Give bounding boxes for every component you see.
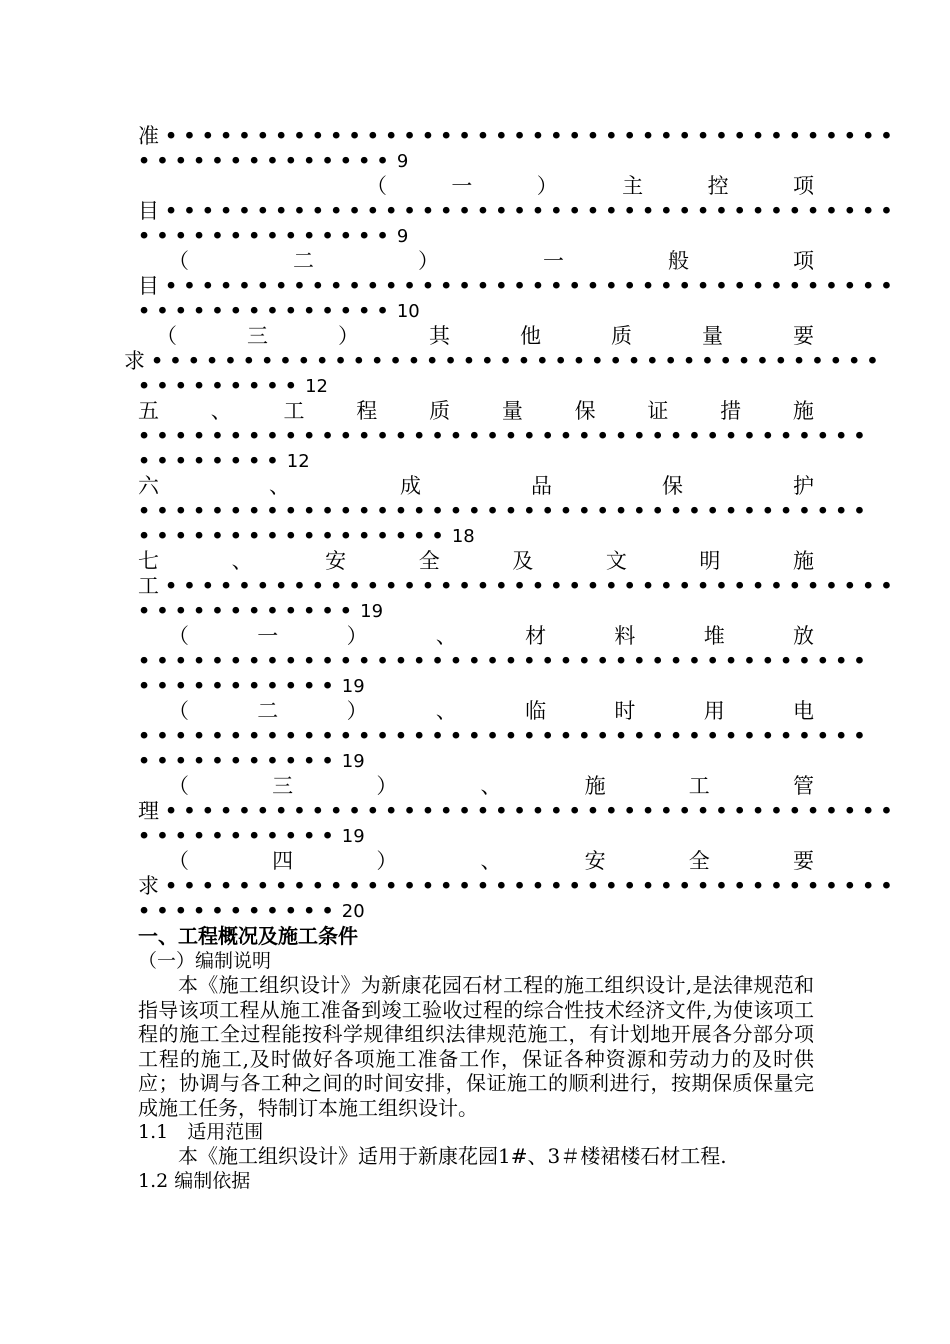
toc-title-char: 护: [793, 474, 814, 498]
toc-title-char: 求: [138, 874, 159, 898]
toc-title-char: 明: [699, 549, 721, 573]
toc-entry-title: [138, 324, 814, 349]
toc-title-char: 安: [325, 549, 347, 573]
toc-title-char: 施: [792, 549, 814, 573]
toc-title-char: 、: [480, 849, 502, 873]
toc-entry-title: [138, 249, 814, 274]
toc-title-char: （: [156, 324, 177, 348]
toc-title-char: ）: [376, 849, 398, 873]
toc-title-char: 工: [688, 774, 710, 798]
toc-entry-title: [138, 624, 814, 649]
toc-title-char: 品: [531, 474, 552, 498]
toc-entry[interactable]: [138, 474, 872, 549]
toc-title-char: 施: [792, 399, 814, 423]
toc-page-number: 19: [341, 826, 365, 847]
toc-title-char: 、: [435, 624, 457, 648]
toc-entry-title: [138, 124, 899, 149]
toc-title-char: ）: [418, 249, 439, 273]
toc-page-number: 20: [341, 901, 365, 922]
toc-title-char: 控: [707, 174, 729, 198]
toc-title-char: 保: [574, 399, 596, 423]
toc-entry-page-line: [138, 749, 814, 774]
toc-title-char: 、: [480, 774, 502, 798]
toc-dot-leader: ••••••••••••••••••••••••••••••••••••••••: [138, 725, 872, 747]
section-heading-1: 一、工程概况及施工条件: [138, 924, 358, 948]
toc-title-char: 主: [622, 174, 644, 198]
subsection-heading: （一）编制说明: [138, 950, 272, 972]
toc-title-char: （: [168, 774, 189, 798]
toc-dot-leader: ••••••••••••••: [138, 225, 395, 247]
toc-title-char: 其: [429, 324, 450, 348]
toc-entry[interactable]: [138, 624, 872, 699]
toc-dot-leader: ••••••••••••••••••••••••••••••••••••••••: [165, 200, 899, 222]
toc-title-char: 料: [614, 624, 636, 648]
toc-title-char: 二: [257, 699, 279, 723]
toc-entry-page-line: [138, 449, 814, 474]
toc-entry-continuation: [138, 799, 899, 824]
toc-title-char: 五: [138, 399, 159, 423]
toc-title-char: （: [366, 174, 387, 198]
toc-title-char: ）: [536, 174, 558, 198]
toc-title-char: 文: [605, 549, 627, 573]
toc-entry-continuation: [138, 274, 899, 299]
toc-title-char: 二: [293, 249, 314, 273]
toc-title-char: 全: [688, 849, 710, 873]
toc-title-char: 堆: [703, 624, 725, 648]
toc-dot-leader: ••••••••: [138, 450, 285, 472]
toc-entry-continuation: [138, 874, 899, 899]
toc-title-char: 用: [703, 699, 725, 723]
paragraph-preparation-note: 本《施工组织设计》为新康花园石材工程的施工组织设计,是法律规范和指导该项工程从施工准备到竣工验收过程的综合性技术经济文件,为使该项工程的施工全过程能按科学规律组织法律规范施工，有计划地开展各分部分项工程的施工,及时做好各项施工准备工作，保证各种资源和劳动力的及时供应；协调与各工种之间的时间安排，保证施工的顺利进行，按期保质保量完成施工任务，特制订本施工组织设计。: [138, 973, 814, 1120]
toc-entry[interactable]: [138, 124, 899, 174]
toc-dot-leader: ••••••••••••••••••••••••••••••••••••••••: [165, 875, 899, 897]
toc-entry-leader-line: [138, 724, 872, 749]
toc-title-char: 要: [793, 324, 814, 348]
toc-dot-leader: •••••••••: [138, 375, 304, 397]
toc-title-char: 、: [210, 399, 232, 423]
toc-dot-leader: •••••••••••: [138, 825, 340, 847]
toc-entry-title: [138, 399, 814, 424]
toc-entry[interactable]: [138, 774, 899, 849]
toc-entry-leader-line: [138, 649, 872, 674]
toc-title-char: 项: [792, 174, 814, 198]
toc-title-char: 安: [584, 849, 606, 873]
toc-entry[interactable]: [138, 399, 872, 474]
toc-entry-page-line: [138, 524, 814, 549]
section-1-2-heading: 1.2 编制依据: [138, 1169, 251, 1192]
toc-entry-page-line: [138, 149, 814, 174]
toc-title-char: ）: [346, 699, 368, 723]
toc-dot-leader: ••••••••••••: [138, 600, 359, 622]
toc-title-char: 工: [283, 399, 305, 423]
toc-title-char: ）: [346, 624, 368, 648]
toc-entry[interactable]: [138, 174, 899, 249]
toc-title-char: 理: [138, 799, 159, 823]
toc-entry-page-line: [138, 224, 814, 249]
toc-title-char: 及: [512, 549, 534, 573]
toc-page-number: 12: [286, 451, 310, 472]
toc-title-char: 电: [792, 699, 814, 723]
toc-title-char: 七: [138, 549, 159, 573]
toc-title-char: 目: [138, 274, 159, 298]
toc-entry-leader-line: [138, 424, 872, 449]
toc-title-char: 三: [272, 774, 294, 798]
toc-entry-continuation: [124, 349, 885, 374]
toc-entry-page-line: [138, 299, 814, 324]
toc-entry-page-line: [138, 899, 814, 924]
paragraph-scope: 本《施工组织设计》适用于新康花园1#、3＃楼裙楼石材工程.: [178, 1144, 727, 1168]
toc-entry[interactable]: [138, 849, 899, 924]
table-of-contents: [124, 124, 899, 924]
toc-page-number: 18: [451, 526, 475, 547]
toc-entry-page-line: [138, 674, 814, 699]
toc-title-char: 保: [662, 474, 683, 498]
toc-page-number: 10: [396, 301, 420, 322]
toc-title-char: 全: [418, 549, 440, 573]
section-1-1-heading: 1.1 适用范围: [138, 1121, 264, 1143]
toc-title-char: 求: [124, 349, 145, 373]
toc-title-char: 程: [356, 399, 378, 423]
toc-title-char: 般: [668, 249, 689, 273]
toc-title-char: 三: [247, 324, 268, 348]
toc-title-char: 项: [793, 249, 814, 273]
toc-title-char: 时: [614, 699, 636, 723]
toc-dot-leader: ••••••••••••••••••••••••••••••••••••••••: [165, 275, 899, 297]
toc-dot-leader: ••••••••••••••: [138, 150, 395, 172]
toc-page-number: 9: [396, 226, 409, 247]
toc-entry-continuation: [138, 199, 899, 224]
toc-dot-leader: •••••••••••: [138, 750, 340, 772]
toc-title-char: 施: [584, 774, 606, 798]
toc-title-char: 一: [543, 249, 564, 273]
toc-title-char: ）: [376, 774, 398, 798]
toc-entry-page-line: [138, 599, 814, 624]
toc-dot-leader: ••••••••••••••••••••••••••••••••••••••••: [165, 125, 899, 147]
toc-dot-leader: ••••••••••••••••••••••••••••••••••••••••: [165, 800, 899, 822]
toc-page-number: 19: [341, 751, 365, 772]
toc-title-char: 成: [400, 474, 421, 498]
toc-title-char: 他: [520, 324, 541, 348]
toc-entry-title: [138, 849, 814, 874]
toc-entry-leader-line: [138, 499, 872, 524]
toc-entry[interactable]: [138, 699, 872, 774]
toc-title-char: （: [168, 699, 189, 723]
toc-title-char: 准: [138, 124, 159, 148]
toc-title-char: 六: [138, 474, 159, 498]
toc-entry[interactable]: [124, 324, 885, 399]
toc-page-number: 9: [396, 151, 409, 172]
toc-dot-leader: •••••••••••: [138, 675, 340, 697]
toc-title-char: 临: [525, 699, 547, 723]
toc-title-char: 材: [525, 624, 547, 648]
toc-title-char: 四: [272, 849, 294, 873]
toc-title-char: 放: [792, 624, 814, 648]
toc-entry-title: [138, 549, 814, 574]
toc-title-char: 管: [792, 774, 814, 798]
toc-entry-title: [138, 474, 814, 499]
toc-title-char: 要: [792, 849, 814, 873]
toc-entry-page-line: [138, 374, 814, 399]
toc-entry-title: [138, 774, 814, 799]
toc-dot-leader: •••••••••••: [138, 900, 340, 922]
toc-entry-title: [138, 699, 814, 724]
toc-dot-leader: ••••••••••••••: [138, 300, 395, 322]
toc-entry-continuation: [138, 574, 899, 599]
toc-title-char: 、: [435, 699, 457, 723]
toc-dot-leader: ••••••••••••••••••••••••••••••••••••••••: [138, 425, 872, 447]
toc-entry-title: [138, 174, 814, 199]
toc-page-number: 19: [341, 676, 365, 697]
toc-title-char: 量: [702, 324, 723, 348]
toc-dot-leader: •••••••••••••••••: [138, 525, 450, 547]
document-page: [124, 124, 899, 1193]
toc-title-char: （: [168, 624, 189, 648]
toc-title-char: 、: [231, 549, 253, 573]
toc-entry[interactable]: [138, 549, 899, 624]
toc-title-char: 工: [138, 574, 159, 598]
toc-dot-leader: ••••••••••••••••••••••••••••••••••••••••: [138, 650, 872, 672]
toc-dot-leader: ••••••••••••••••••••••••••••••••••••••••: [165, 575, 899, 597]
toc-entry-page-line: [138, 824, 814, 849]
toc-title-char: 目: [138, 199, 159, 223]
toc-title-char: 量: [501, 399, 523, 423]
toc-title-char: ）: [338, 324, 359, 348]
toc-dot-leader: ••••••••••••••••••••••••••••••••••••••••: [151, 350, 885, 372]
toc-entry[interactable]: [138, 249, 899, 324]
toc-title-char: 一: [257, 624, 279, 648]
toc-title-char: 措: [720, 399, 742, 423]
toc-title-char: 质: [429, 399, 451, 423]
toc-title-char: （: [168, 249, 189, 273]
toc-page-number: 12: [305, 376, 329, 397]
toc-page-number: 19: [360, 601, 384, 622]
toc-title-char: 、: [269, 474, 290, 498]
toc-title-char: （: [168, 849, 189, 873]
toc-dot-leader: ••••••••••••••••••••••••••••••••••••••••: [138, 500, 872, 522]
toc-title-char: 质: [611, 324, 632, 348]
toc-title-char: 一: [451, 174, 473, 198]
toc-title-char: 证: [647, 399, 669, 423]
